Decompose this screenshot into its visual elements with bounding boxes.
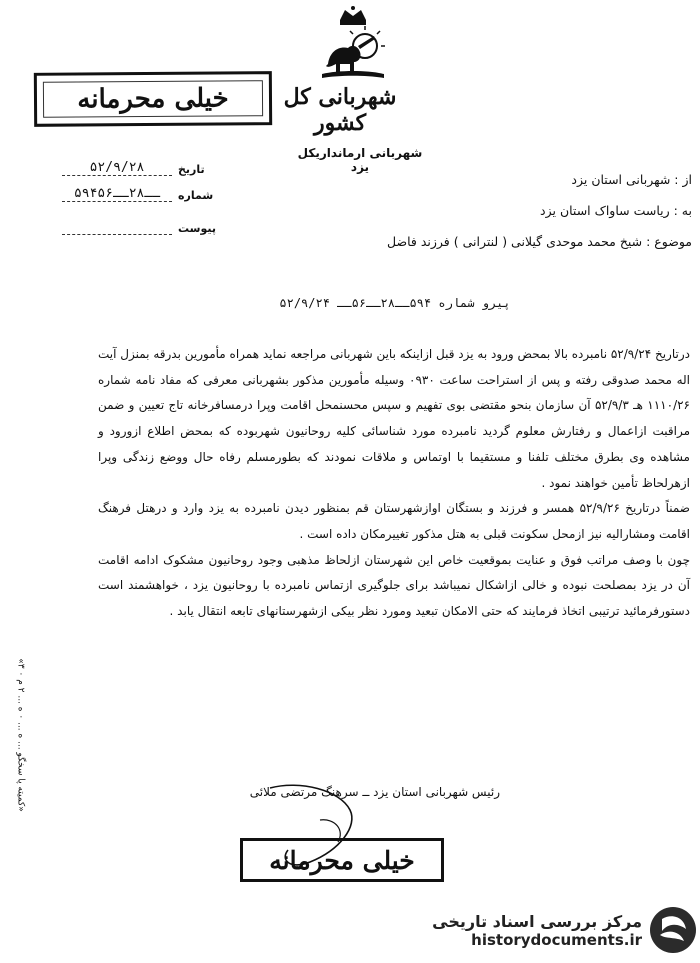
number-label: شماره xyxy=(178,189,214,202)
classification-stamp-bottom: خیلی محرمانه xyxy=(240,838,444,882)
archive-watermark xyxy=(420,900,698,960)
organization-subtitle: شهربانی ارمانداریکل یزد xyxy=(297,146,423,174)
date-label: تاریخ xyxy=(178,163,205,176)
from-line: از : شهربانی استان یزد xyxy=(571,172,692,187)
attachment-field xyxy=(62,222,216,235)
number-value: ۵۹۴ــ۲۸ــ۵۶ xyxy=(62,186,172,202)
signature-line: رئیس شهربانی استان یزد ــ سرهنگ مرتضی ملائی xyxy=(249,785,500,799)
archive-logo-icon xyxy=(648,905,698,955)
attachment-label: پیوست xyxy=(178,222,216,235)
date-value: ۵۲/۹/۲۸ xyxy=(62,160,172,176)
number-field xyxy=(62,186,213,202)
body-paragraph: درتاریخ ۵۲/۹/۲۴ نامبرده بالا بمحض ورود به یزد قبل ازاینکه باین شهربانی مراجعه نماید همراه مأمورین بدرقه بمنزل آیت اله محمد صدوقی رفته و پس از استراحت ساعت ۰۹۳۰ وسیله مأمورین مذکور بشهربانی معرفی که مفاد نامه شماره ۱۱۱۰/۲۶ هـ ۵۲/۹/۳ آن سازمان بنحو مقتضی بوی تفهیم و سپس محسنمحل اقامت وپرا درمسافرخانه تاج تعیین و ضمن مراقبت ازاعمال و رفتارش معلوم گردید نامبرده مورد شناسائی کلیه روحانیون شهربوده که بمحض اطلاع ازورود و مشاهده وی بطرق مختلف تلفنا و مستقیما با اوتماس و ملاقات نمودند که بطورمسلم رفاه حال ووضع زندگی وپرا ازهرلحاظ تأمین خواهند نمود . xyxy=(98,347,690,490)
subject-line: موضوع : شیخ محمد موحدی گیلانی ( لنترانی ) فرزند فاضل xyxy=(387,234,692,249)
lion-and-sun-emblem-icon xyxy=(318,6,388,84)
organization-title: شهربانی کل کشور xyxy=(283,84,397,136)
attachment-value xyxy=(62,234,172,235)
letter-body xyxy=(98,342,690,625)
watermark-name: مرکز بررسی اسناد تاریخی xyxy=(432,911,642,931)
margin-annotation-text: «کمیته پا سخگو ... ه ... ۰ ه ... ۲ م ۰ ۳» xyxy=(16,658,26,812)
recipient-line: به : ریاست ساواک استان یزد xyxy=(540,203,692,218)
date-field xyxy=(62,160,205,176)
body-paragraph: ضمناً درتاریخ ۵۲/۹/۲۶ همسر و فرزند و بستگان اوازشهرستان قم بمنظور دیدن نامبرده به یزد وارد و درهتل فرهنگ اقامت ومشارالیه نیز ازمحل سکونت قبلی به هتل مذکور تغییرمکان داده است . xyxy=(98,501,690,541)
body-paragraph: چون با وصف مراتب فوق و عنایت بموقعیت خاص این شهرستان ازلحاظ مذهبی وجود روحانیون مشکوک ادامه اقامت آن در یزد بمصلحت نبوده و خالی ازاشکال نمیباشد برای جلوگیری ازتماس نامبرده با روحانیون یزد ، خواهشمند است دستورفرمائید ترتیبی اتخاذ فرمایند که حتی الامکان تبعید ومورد نظر بیکی ازشهرستانهای تابعه انتقال یابد . xyxy=(98,552,690,619)
margin-annotation xyxy=(12,640,30,830)
watermark-url: historydocuments.ir xyxy=(471,930,642,949)
reference-line: پیرو شماره ۵۹۴ــ۲۸ــ۵۶ــ ۵۲/۹/۲۴ xyxy=(279,296,511,310)
classification-stamp-top: خیلی محرمانه xyxy=(34,71,272,127)
